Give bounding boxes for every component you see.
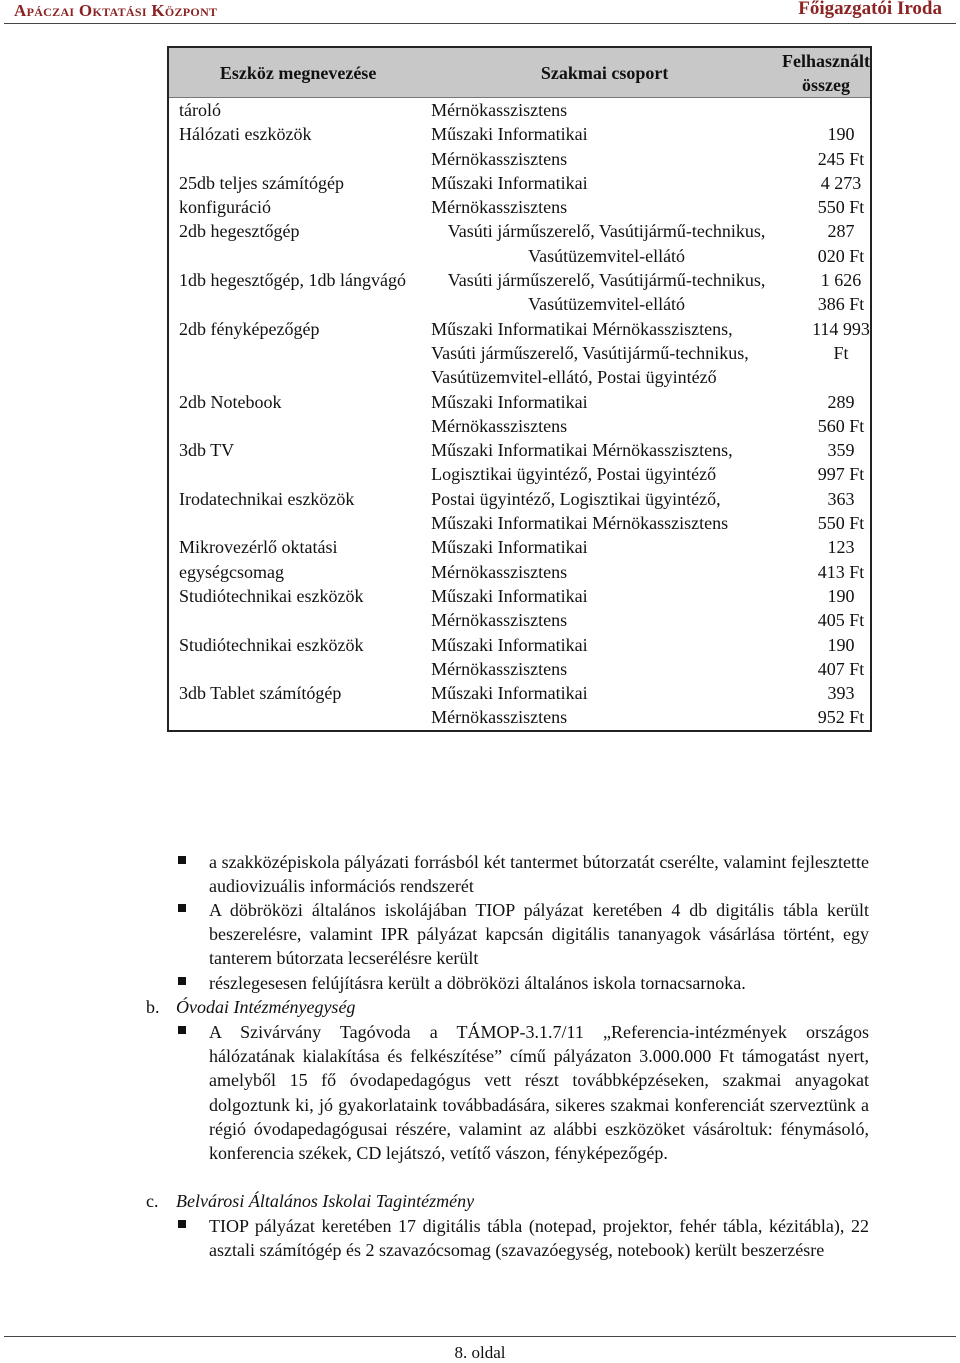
table-row xyxy=(168,317,871,390)
cell-group: Vasúti járműszerelő, Vasútijármű-technikus, Vasútüzemvitel-ellátó xyxy=(447,221,766,266)
cell-amount: 114 993 Ft xyxy=(812,318,870,363)
table-row xyxy=(168,171,871,220)
cell-device: 1db hegesztőgép, 1db lángvágó xyxy=(179,270,406,291)
table-row xyxy=(168,681,871,731)
table-row xyxy=(168,487,871,536)
footer-rule xyxy=(4,1336,956,1337)
cell-amount: 123 413 Ft xyxy=(817,537,865,582)
table-row xyxy=(168,219,871,268)
cell-amount: 289 560 Ft xyxy=(817,391,865,436)
cell-device: 2db hegesztőgép xyxy=(179,221,300,242)
cell-group: Vasúti járműszerelő, Vasútijármű-technikus, Vasútüzemvitel-ellátó xyxy=(447,270,766,315)
cell-device: Mikrovezérlő oktatási egységcsomag xyxy=(179,537,338,582)
header-office: Főigazgatói Iroda xyxy=(798,0,942,19)
cell-group: Műszaki Informatikai Mérnökasszisztens, Vasúti járműszerelő, Vasútijármű-technikus, Vasútüzemvitel-ellátó, Postai ügyintéző xyxy=(431,318,749,388)
bullet-square-icon xyxy=(178,977,186,985)
section-title: Óvodai Intézményegység xyxy=(176,997,356,1017)
list-item: részlegesesen felújításra került a döbröközi általános iskola tornacsarnoka. xyxy=(209,973,746,993)
table-row xyxy=(168,390,871,439)
table-row xyxy=(168,122,871,171)
cell-amount xyxy=(782,98,871,123)
list-item: a szakközépiskola pályázati forrásból két tantermet bútorzatát cserélte, valamint fejlesztette audiovizuális információs rendszerét xyxy=(209,852,869,897)
page-header xyxy=(0,0,960,26)
list-item: TIOP pályázat keretében 17 digitális tábla (notepad, projektor, fehér tábla, kézitábla), 22 asztali számítógép és 2 szavazócsomag (szavazóegység, notebook) került beszerzésre xyxy=(209,1216,869,1261)
cell-amount: 190 407 Ft xyxy=(817,634,865,679)
cell-group: Műszaki Informatikai Mérnökasszisztens xyxy=(431,124,588,169)
section-title: Belvárosi Általános Iskolai Tagintézmény xyxy=(176,1191,475,1211)
section-letter: b. xyxy=(146,997,160,1017)
section-letter: c. xyxy=(146,1191,159,1211)
table-row xyxy=(168,633,871,682)
bullet-square-icon xyxy=(178,1220,186,1228)
cell-group: Műszaki Informatikai Mérnökasszisztens xyxy=(431,537,588,582)
table-row xyxy=(168,98,871,123)
col-header-group: Szakmai csoport xyxy=(427,47,782,98)
cell-amount: 393 952 Ft xyxy=(817,683,865,728)
cell-amount: 359 997 Ft xyxy=(817,440,865,485)
cell-group: Műszaki Informatikai Mérnökasszisztens xyxy=(431,391,588,436)
table-header-row xyxy=(168,47,871,98)
cell-amount: 190 405 Ft xyxy=(817,585,865,631)
equipment-table xyxy=(167,46,872,732)
bullet-square-icon xyxy=(178,856,186,864)
cell-device: 3db TV xyxy=(179,440,235,461)
bullet-square-icon xyxy=(178,1026,186,1034)
cell-device: 2db fényképezőgép xyxy=(179,318,320,339)
cell-group: Műszaki Informatikai Mérnökasszisztens, Logisztikai ügyintéző, Postai ügyintéző xyxy=(431,440,733,485)
cell-amount: 363 550 Ft xyxy=(817,488,865,534)
cell-device: 3db Tablet számítógép xyxy=(179,683,342,704)
cell-group: Műszaki Informatikai Mérnökasszisztens xyxy=(431,172,588,218)
cell-device: Studiótechnikai eszközök xyxy=(179,634,364,655)
cell-group: Mérnökasszisztens xyxy=(431,100,568,120)
table-row xyxy=(168,438,871,487)
cell-amount: 287 020 Ft xyxy=(817,221,865,266)
cell-group: Postai ügyintéző, Logisztikai ügyintéző, Műszaki Informatikai Mérnökasszisztens xyxy=(431,488,729,534)
cell-device: 25db teljes számítógép konfiguráció xyxy=(179,172,344,218)
col-header-amount: Felhasznált összeg xyxy=(782,47,871,98)
cell-device: Studiótechnikai eszközök xyxy=(179,585,364,606)
cell-device: 2db Notebook xyxy=(179,391,282,412)
cell-group: Műszaki Informatikai Mérnökasszisztens xyxy=(431,585,588,631)
col-header-device: Eszköz megnevezése xyxy=(168,47,427,98)
list-item: A Szivárvány Tagóvoda a TÁMOP-3.1.7/11 „Referencia-intézmények országos hálózatának kialakítása és felkészítése” című pályázaton 3.000.000 Ft támogatást nyert, amelyből 15 fő óvodapedagógus vett részt továbbképzéseken, szakmai anyagokat dolgoztunk ki, jó gyakorlataink továbbadására, sikeres szakmai konferenciát szerveztünk a régió óvodapedagógusai részére, valamint az alábbi eszközöket vásároltuk: fénymásoló, konferencia székek, CD lejátszó, vetítő vászon, fényképezőgép. xyxy=(209,1022,869,1164)
table-row xyxy=(168,584,871,633)
table-row xyxy=(168,535,871,584)
cell-amount: 190 245 Ft xyxy=(817,124,865,169)
cell-amount: 1 626 386 Ft xyxy=(817,270,865,315)
header-rule xyxy=(4,23,956,24)
cell-device: tároló xyxy=(179,100,221,120)
header-organization: Apáczai Oktatási Központ xyxy=(14,1,218,20)
list-item: A döbröközi általános iskolájában TIOP pályázat keretében 4 db digitális tábla került beszerelésre, valamint IPR pályázat kapcsán digitális tananyagok vásárlása történt, egy tanterem bútorzata lecserélésre került xyxy=(209,900,869,969)
bullet-square-icon xyxy=(178,904,186,912)
cell-group: Műszaki Informatikai Mérnökasszisztens xyxy=(431,683,588,728)
cell-group: Műszaki Informatikai Mérnökasszisztens xyxy=(431,634,588,679)
cell-device: Irodatechnikai eszközök xyxy=(179,488,355,509)
page-number: 8. oldal xyxy=(454,1343,506,1362)
table-row xyxy=(168,268,871,317)
cell-device: Hálózati eszközök xyxy=(179,124,312,145)
cell-amount: 4 273 550 Ft xyxy=(817,172,865,218)
